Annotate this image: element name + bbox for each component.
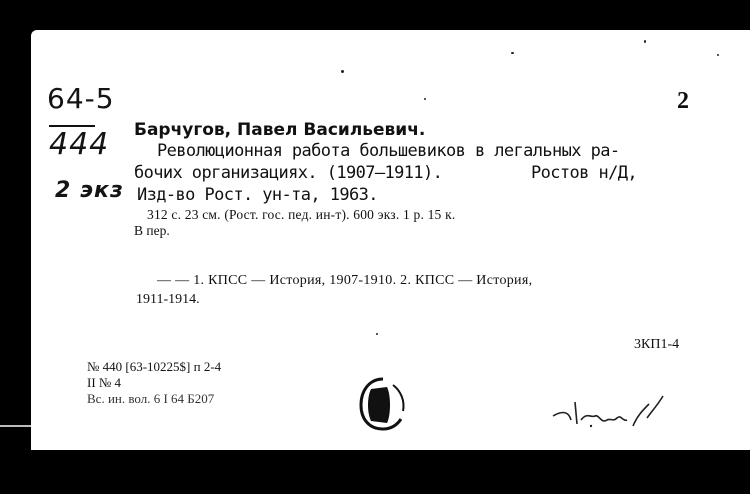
subject-headings-line-1: — — 1. КПСС — История, 1907-1910. 2. КПСС — История, [157, 273, 533, 288]
handwritten-shelf-top: 64-5 [47, 82, 115, 115]
subject-headings-line-2: 1911-1914. [136, 292, 200, 307]
record-volume-line: II № 4 [87, 375, 122, 390]
title-line-1: Революционная работа большевиков в легальных ра- [157, 141, 620, 161]
ink-speck [717, 54, 719, 56]
card-number: 2 [677, 88, 689, 114]
ink-speck [644, 40, 646, 43]
record-stamp-line: Вс. ин. вол. 6 I 64 Б207 [87, 391, 215, 406]
card-edge-line [0, 425, 31, 427]
physical-description: 312 с. 23 см. (Рост. гос. пед. ин-т). 600 экз. 1 р. 15 к. [147, 207, 456, 222]
catalog-card [31, 30, 750, 450]
ink-speck [341, 70, 344, 73]
signature-icon [551, 390, 666, 432]
ink-stamp-icon [357, 375, 409, 433]
publisher-line: Изд-во Рост. ун-та, 1963. [137, 185, 378, 205]
binding-note: В пер. [134, 223, 170, 238]
title-line-2: бочих организациях. (1907—1911). [134, 163, 443, 183]
record-number-line: № 440 [63-10225$] п 2-4 [87, 359, 222, 374]
author-heading: Барчугов, Павел Васильевич. [134, 120, 426, 140]
ink-speck [511, 52, 514, 54]
ink-speck [376, 333, 378, 335]
handwritten-shelf-bottom: 444 [49, 127, 110, 162]
ink-speck [424, 98, 426, 100]
publication-place: Ростов н/Д, [531, 163, 637, 183]
handwritten-copies: 2 экз [55, 178, 124, 203]
classification-code: 3КП1-4 [634, 337, 680, 352]
